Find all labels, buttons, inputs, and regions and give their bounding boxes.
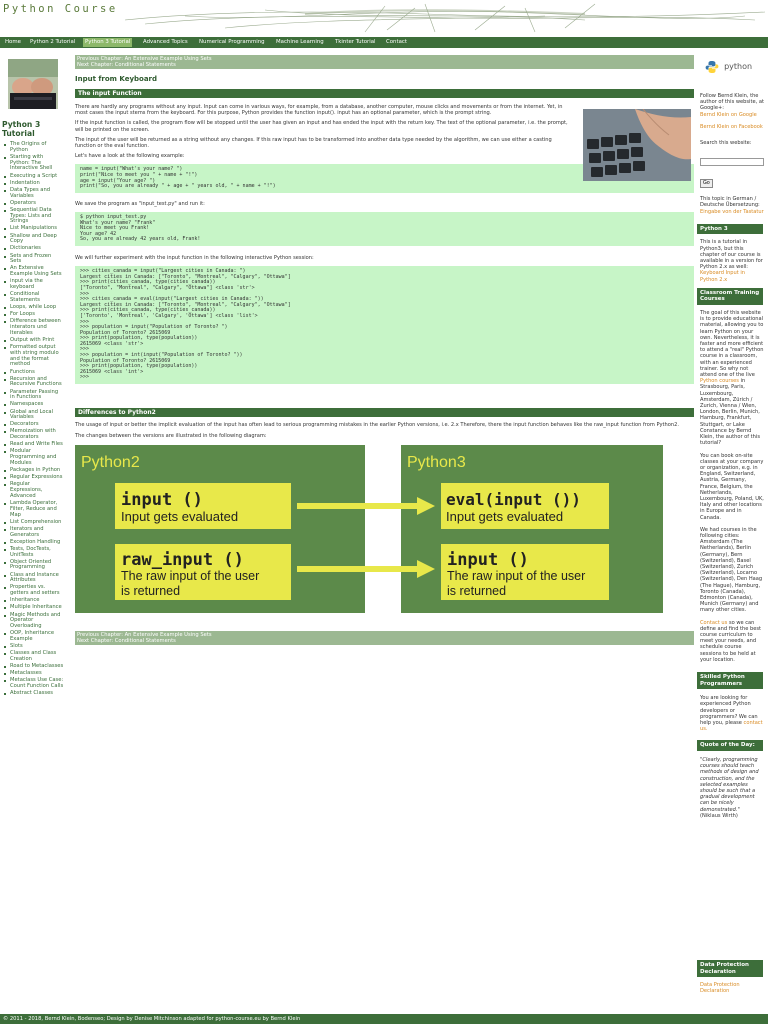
toc-item[interactable]: Output with Print xyxy=(0,338,64,344)
code-block: $ python input_test.py What's your name? "Frank" Nice to meet you Frank! Your age? 42 So, you are already 42 years old, Frank! xyxy=(75,212,694,246)
nav-contact[interactable]: Contact xyxy=(386,39,407,45)
main-nav xyxy=(0,37,768,48)
nav-python2[interactable]: Python 2 Tutorial xyxy=(30,39,76,45)
toc-item[interactable]: Loops, while Loop xyxy=(0,305,64,311)
nav-home[interactable]: Home xyxy=(5,39,21,45)
diagram-l1-desc: Input gets evaluated xyxy=(121,509,239,525)
contact-text: Contact us so we can define and find the best course curriculum to meet your needs, and schedule course sessions to be held at your location. xyxy=(700,619,762,663)
toc-item[interactable]: Slots xyxy=(0,644,64,650)
quote-heading: Quote of the Day: xyxy=(697,740,763,751)
python2-vs-python3-diagram xyxy=(75,445,663,613)
section-heading-differences: Differences to Python2 xyxy=(75,408,694,417)
nav-ml[interactable]: Machine Learning xyxy=(276,39,324,45)
code-block: >>> cities_canada = input("Largest cities in Canada: ") Largest cities in Canada: ["Toronto", "Montreal", "Calgary", "Ottawa"] >>> print(cities_canada, type(cities_canada)) ["Toronto", "Montreal", "Calgary", "Ottawa"] <class 'str'> >>> >>> cities_canada = eval(input("Largest cities in Canada: ")) Largest cities in Canada: ["Toronto", "Montreal", "Calgary", "Ottawa"] >>> print(cities_canada, type(cities_canada)) ['Toronto', 'Montreal', 'Calgary', 'Ottawa'] <class 'list'> >>> >>> population = input("Population of Toronto? ") Population of Toronto? 2615069 >>> print(population, type(population)) 2615069 <class 'str'> >>> >>> population = int(input("Population of Toronto? ")) Population of Toronto? 2615069 >>> print(population, type(population)) 2615069 <class 'int'> >>> xyxy=(75,266,694,384)
german-topic-text: This topic in German / Deutsche Übersetzung: xyxy=(700,196,760,209)
toc-item[interactable]: Class and Instance Attributes xyxy=(0,573,64,585)
prev-chapter-link[interactable]: Previous Chapter: An Extensive Example Using Sets xyxy=(77,56,212,62)
privacy-heading: Data Protection Declaration xyxy=(697,960,763,977)
nav-advanced[interactable]: Advanced Topics xyxy=(143,39,188,45)
toc-item[interactable]: Memoization with Decorators xyxy=(0,429,64,441)
toc-item[interactable]: Regular Expressions, Advanced xyxy=(0,482,64,499)
privacy-link[interactable]: Data Protection Declaration xyxy=(700,982,740,995)
next-chapter-link[interactable]: Next Chapter: Conditional Statements xyxy=(77,638,176,645)
toc-item[interactable]: List Manipulations xyxy=(0,226,64,232)
paragraph: The changes between the versions are illustrated in the following diagram: xyxy=(75,433,267,440)
classroom-text: The goal of this website is to provide educational material, allowing you to learn Python on your own. Nevertheless, it is faster and more efficient to attend a "real" Python course in a classroom, with an experienced trainer. So why not attend one of the live Python courses in Strasbourg, Paris, Luxembourg, Amsterdam, Zürich / Zurich, Vienna / Wien, London, Berlin, Munich, Hamburg, Frankfurt, Stuttgart, or Lake Constance by Bernd Klein, the author of this tutorial? xyxy=(700,310,764,447)
author-photo xyxy=(8,59,58,109)
site-title[interactable]: Python Course xyxy=(3,3,118,15)
toc-item[interactable]: Sequential Data Types: Lists and Strings xyxy=(0,208,64,225)
toc-item[interactable]: input via the keyboard xyxy=(0,279,64,291)
toc-item[interactable]: Regular Expressions xyxy=(0,475,64,481)
python3-text: This is a tutorial in Python3, but this chapter of our course is available in a version for Python 2.x as well: Keyboard Input in Python 2.x xyxy=(700,239,763,283)
toc-item[interactable]: Conditional Statements xyxy=(0,292,64,304)
toc-item[interactable]: Decorators xyxy=(0,422,64,428)
svg-text:is returned: is returned xyxy=(121,584,181,599)
nav-tkinter[interactable]: Tkinter Tutorial xyxy=(335,39,376,45)
toc-item[interactable]: Abstract Classes xyxy=(0,691,64,697)
toc-item[interactable]: Properties vs. getters and setters xyxy=(0,585,64,597)
paragraph: We will further experiment with the input function in the following interactive Python session: xyxy=(75,254,314,261)
footer-text: © 2011 - 2018, Bernd Klein, Bodenseo; Design by Denise Mitchinson adapted for python-course.eu by Bernd Klein xyxy=(3,1016,301,1022)
diagram-l1-code: input () xyxy=(121,490,203,511)
next-chapter-link[interactable]: Next Chapter: Conditional Statements xyxy=(77,62,176,68)
toc-item[interactable]: Executing a Script xyxy=(0,174,64,180)
section-heading-input: The input Function xyxy=(75,89,694,98)
search-label: Search this website: xyxy=(700,140,752,147)
diagram-r2-code: input () xyxy=(447,550,529,571)
toc-item[interactable]: Packages in Python xyxy=(0,468,64,474)
toc-item[interactable]: Exception Handling xyxy=(0,540,64,546)
diagram-left-title: Python2 xyxy=(81,454,140,472)
classroom-heading: Classroom Training Courses xyxy=(697,288,763,305)
diagram-right-title: Python3 xyxy=(407,454,466,472)
toc-item[interactable]: Iterators and Generators xyxy=(0,527,64,539)
grass-banner-graphic xyxy=(125,2,765,34)
toc-item[interactable]: Metaclass Use Case: Count Function Calls xyxy=(0,678,64,690)
nav-numerical[interactable]: Numerical Programming xyxy=(199,39,265,45)
paragraph: The input of the user will be returned as a string without any changes. If this raw input has to be transformed into another data type needed by the algorithm, we can use either a casting function or the eval function. xyxy=(75,136,552,150)
toc-item[interactable]: List Comprehension xyxy=(0,520,64,526)
diagram-r1-desc: Input gets evaluated xyxy=(446,509,564,525)
svg-text:The raw input of the user: The raw input of the user xyxy=(121,569,260,584)
toc-item[interactable]: Operators xyxy=(0,201,64,207)
toc-item[interactable]: The Origins of Python xyxy=(0,142,64,154)
german-topic-link[interactable]: Eingabe von der Tastatur xyxy=(700,208,764,215)
contact-us-link[interactable]: contact us. xyxy=(700,720,763,733)
python2-version-link[interactable]: Keyboard Input in Python 2.x xyxy=(700,270,746,283)
follow-text: Follow Bernd Klein, the author of this website, at Google+: xyxy=(700,93,764,112)
python3-heading: Python 3 xyxy=(697,224,763,235)
svg-text:The raw input of the user: The raw input of the user xyxy=(447,569,586,584)
code-block: name = input("What's your name? ") print("Nice to meet you " + name + "!") age = input("Your age? ") print("So, you are already " + age + " years old, " + name + "!") xyxy=(75,164,694,192)
chapter-nav-top xyxy=(75,55,694,69)
quote-author: (Niklaus Wirth) xyxy=(700,812,738,819)
diagram-l2-code: raw_input () xyxy=(121,550,244,571)
toc-item[interactable]: For Loops xyxy=(0,312,64,318)
paragraph: If the input function is called, the program flow will be stopped until the user has given an input and has ended the input with the return key. The text of the optional parameter, i.e. the prompt, will be printed on the screen. xyxy=(75,120,568,133)
toc-item[interactable]: Metaclasses xyxy=(0,671,64,677)
page-title: Input from Keyboard xyxy=(75,75,158,83)
toc-item[interactable]: Lambda Operator, Filter, Reduce and Map xyxy=(0,501,64,518)
toc-item[interactable]: Multiple Inheritance xyxy=(0,605,64,611)
toc-heading: Python 3 Tutorial xyxy=(2,120,41,138)
toc-item[interactable]: An Extensive Example Using Sets xyxy=(0,266,64,278)
paragraph: The usage of input or better the implicit evaluation of the input has often lead to serious programming mistakes in the earlier Python versions, i.e. 2.x Therefore, there the input function behaves like the raw_input function from Python2. xyxy=(75,422,679,429)
toc-item[interactable]: Classes and Class Creation xyxy=(0,651,64,663)
toc-item[interactable]: Road to Metaclasses xyxy=(0,664,64,670)
python-courses-link[interactable]: Python courses xyxy=(700,378,739,385)
cities-text: We had courses in the following cities: Amsterdam (The Netherlands), Berlin (Germany), Bern (Switzerland), Basel (Switzerland), Zurich (Switzerland), Locarno (Switzerland), Den Haag (The Hague), Hamburg, Toronto (Canada), Edmonton (Canada), Munich (Germany) and many other cities. xyxy=(700,526,763,614)
contact-link[interactable]: Contact us xyxy=(700,619,728,626)
diagram-r1-code: eval(input ()) xyxy=(446,490,581,510)
python-logo[interactable] xyxy=(705,56,752,70)
toc-item[interactable]: Data Types and Variables xyxy=(0,188,64,200)
search-go-button[interactable]: Go xyxy=(700,179,713,188)
paragraph: There are hardly any programs without any input. Input can come in various ways, for example, from a database, another computer, mouse clicks and movements or from the internet. Yet, in most cases the input stems from the keyboard. For this purpose, Python provides the function input(). input has an optional parameter, which is the prompt string. xyxy=(75,104,563,117)
quote-text: "Clearly, programming courses should teach methods of design and construction, and the selected examples should be such that a gradual development can be nicely demonstrated." xyxy=(700,757,759,813)
chapter-nav-bottom xyxy=(75,631,694,645)
toc-item[interactable]: Dictionaries xyxy=(0,246,64,252)
header xyxy=(0,0,768,36)
skilled-text: You are looking for experienced Python developers or programmers? We can help you, please contact us. xyxy=(700,695,763,733)
facebook-link[interactable]: Bernd Klein on Facebook xyxy=(700,123,763,130)
python-logo-text: python xyxy=(724,62,753,71)
toc-item[interactable]: Magic Methods and Operator Overloading xyxy=(0,613,64,630)
nav-python3[interactable]: Python 3 Tutorial xyxy=(85,39,131,45)
toc-item[interactable]: Namespaces xyxy=(0,402,64,408)
footer xyxy=(0,1014,768,1024)
left-sidebar xyxy=(0,48,64,1023)
skilled-heading: Skilled Python Programmers xyxy=(697,672,763,689)
main-content xyxy=(75,55,694,645)
toc-item[interactable]: Starting with Python: The Interactive Shell xyxy=(0,155,64,172)
paragraph: We save the program as "input_test.py" and run it: xyxy=(75,200,205,207)
gplus-link[interactable]: Bernd Klein on Google xyxy=(700,111,757,118)
toc-item[interactable]: Parameter Passing in Functions xyxy=(0,390,64,402)
toc-item[interactable]: Shallow and Deep Copy xyxy=(0,234,64,246)
toc-item[interactable]: Recursion and Recursive Functions xyxy=(0,377,64,389)
right-sidebar xyxy=(697,48,768,1023)
toc-item[interactable]: Object Oriented Programming xyxy=(0,560,64,572)
toc-item[interactable]: Modular Programming and Modules xyxy=(0,449,64,466)
toc-item[interactable]: Indentation xyxy=(0,181,64,187)
toc-item[interactable]: Functions xyxy=(0,370,64,376)
svg-text:is returned: is returned xyxy=(447,584,507,599)
toc-item[interactable]: Difference between interators und Iterables xyxy=(0,319,64,336)
onsite-text: You can book on-site classes at your company or organization, e.g. in England, Switzerland, Austria, Germany, France, Belgium, the Netherlands, Luxembourg, Poland, UK, Italy and other locations in Europe and in Canada. xyxy=(700,452,764,521)
toc-item[interactable]: Inheritance xyxy=(0,598,64,604)
toc-item[interactable]: Read and Write Files xyxy=(0,442,64,448)
toc-item[interactable]: Tests, DocTests, UnitTests xyxy=(0,547,64,559)
toc-item[interactable]: Global and Local Variables xyxy=(0,410,64,422)
toc-item[interactable]: Formatted output with string modulo and the format method xyxy=(0,345,64,368)
toc-list xyxy=(0,142,64,698)
keyboard-photo xyxy=(583,109,691,181)
search-input[interactable] xyxy=(700,158,764,166)
prev-chapter-link[interactable]: Previous Chapter: An Extensive Example Using Sets xyxy=(77,632,212,639)
paragraph: Let's have a look at the following example: xyxy=(75,153,185,160)
toc-item[interactable]: OOP, Inheritance Example xyxy=(0,631,64,643)
python-logo-icon xyxy=(705,60,719,74)
toc-item[interactable]: Sets and Frozen Sets xyxy=(0,254,64,266)
